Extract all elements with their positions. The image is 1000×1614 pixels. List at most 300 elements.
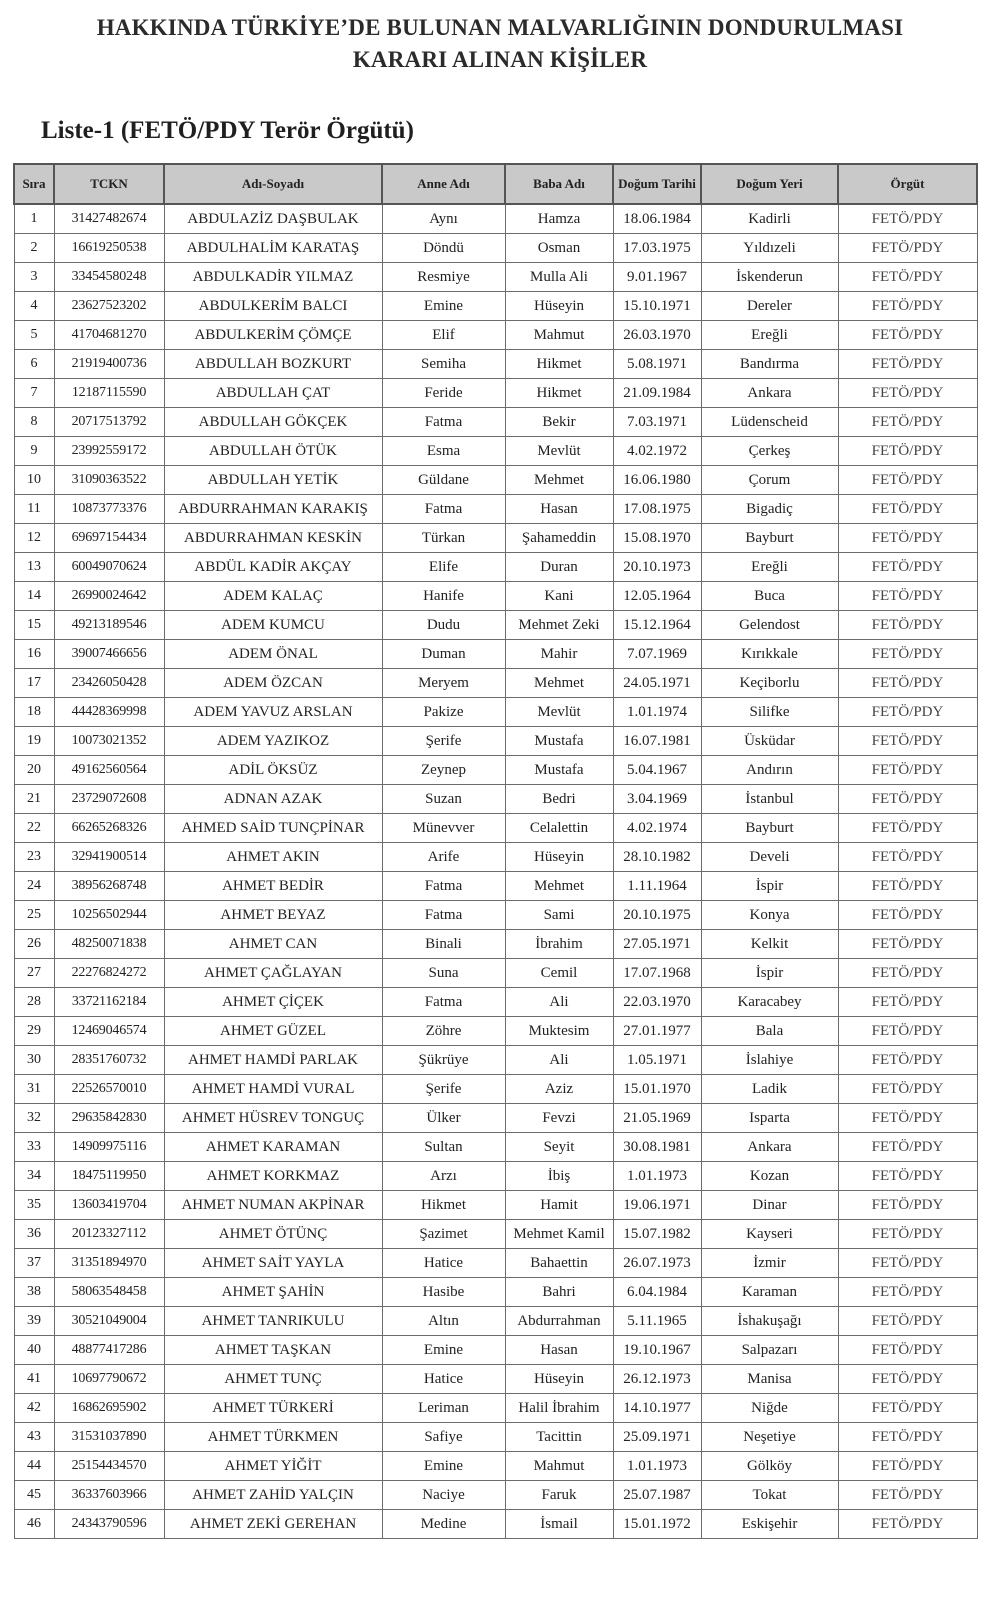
ad-soyad-cell: AHMET YİĞİT bbox=[164, 1452, 382, 1481]
sira-cell: 45 bbox=[14, 1481, 54, 1510]
anne-adi-cell: Hanife bbox=[382, 582, 505, 611]
anne-adi-cell: Şükrüye bbox=[382, 1046, 505, 1075]
baba-adi-cell: Fevzi bbox=[505, 1104, 613, 1133]
tckn-cell: 69697154434 bbox=[54, 524, 164, 553]
sira-cell: 41 bbox=[14, 1365, 54, 1394]
tckn-cell: 31090363522 bbox=[54, 466, 164, 495]
sira-cell: 32 bbox=[14, 1104, 54, 1133]
table-row bbox=[14, 437, 977, 466]
baba-adi-cell: Mehmet bbox=[505, 872, 613, 901]
baba-adi-cell: Mustafa bbox=[505, 756, 613, 785]
baba-adi-cell: Hikmet bbox=[505, 379, 613, 408]
orgut-cell: FETÖ/PDY bbox=[838, 1104, 977, 1133]
tckn-cell: 13603419704 bbox=[54, 1191, 164, 1220]
baba-adi-cell: Hasan bbox=[505, 495, 613, 524]
dogum-yeri-cell: Ankara bbox=[701, 379, 838, 408]
anne-adi-cell: Suzan bbox=[382, 785, 505, 814]
ad-soyad-cell: AHMET BEDİR bbox=[164, 872, 382, 901]
orgut-cell: FETÖ/PDY bbox=[838, 1162, 977, 1191]
ad-soyad-cell: AHMET ÇAĞLAYAN bbox=[164, 959, 382, 988]
dogum-yeri-cell: İspir bbox=[701, 959, 838, 988]
dogum-tarihi-cell: 17.07.1968 bbox=[613, 959, 701, 988]
dogum-tarihi-cell: 5.04.1967 bbox=[613, 756, 701, 785]
orgut-cell: FETÖ/PDY bbox=[838, 495, 977, 524]
tckn-cell: 23426050428 bbox=[54, 669, 164, 698]
ad-soyad-cell: AHMET ÇİÇEK bbox=[164, 988, 382, 1017]
table-row bbox=[14, 408, 977, 437]
orgut-cell: FETÖ/PDY bbox=[838, 1191, 977, 1220]
sira-cell: 34 bbox=[14, 1162, 54, 1191]
baba-adi-cell: Aziz bbox=[505, 1075, 613, 1104]
dogum-tarihi-cell: 7.07.1969 bbox=[613, 640, 701, 669]
table-row bbox=[14, 1510, 977, 1539]
ad-soyad-cell: ABDULLAH YETİK bbox=[164, 466, 382, 495]
dogum-yeri-cell: Kayseri bbox=[701, 1220, 838, 1249]
column-header-ad-soyad: Adı-Soyadı bbox=[164, 164, 382, 204]
table-row bbox=[14, 1423, 977, 1452]
baba-adi-cell: Seyit bbox=[505, 1133, 613, 1162]
dogum-yeri-cell: Develi bbox=[701, 843, 838, 872]
dogum-tarihi-cell: 1.05.1971 bbox=[613, 1046, 701, 1075]
sira-cell: 5 bbox=[14, 321, 54, 350]
ad-soyad-cell: AHMET AKIN bbox=[164, 843, 382, 872]
anne-adi-cell: Hatice bbox=[382, 1249, 505, 1278]
anne-adi-cell: Fatma bbox=[382, 901, 505, 930]
tckn-cell: 23992559172 bbox=[54, 437, 164, 466]
table-row bbox=[14, 756, 977, 785]
tckn-cell: 12187115590 bbox=[54, 379, 164, 408]
ad-soyad-cell: ABDULHALİM KARATAŞ bbox=[164, 234, 382, 263]
sira-cell: 24 bbox=[14, 872, 54, 901]
ad-soyad-cell: ADEM KUMCU bbox=[164, 611, 382, 640]
ad-soyad-cell: ABDÜL KADİR AKÇAY bbox=[164, 553, 382, 582]
ad-soyad-cell: ADEM ÖZCAN bbox=[164, 669, 382, 698]
dogum-tarihi-cell: 15.07.1982 bbox=[613, 1220, 701, 1249]
ad-soyad-cell: AHMET HÜSREV TONGUÇ bbox=[164, 1104, 382, 1133]
orgut-cell: FETÖ/PDY bbox=[838, 1394, 977, 1423]
tckn-cell: 32941900514 bbox=[54, 843, 164, 872]
sira-cell: 42 bbox=[14, 1394, 54, 1423]
sanctions-table-container bbox=[13, 163, 976, 1539]
ad-soyad-cell: AHMET HAMDİ PARLAK bbox=[164, 1046, 382, 1075]
orgut-cell: FETÖ/PDY bbox=[838, 959, 977, 988]
tckn-cell: 48877417286 bbox=[54, 1336, 164, 1365]
table-row bbox=[14, 350, 977, 379]
orgut-cell: FETÖ/PDY bbox=[838, 872, 977, 901]
dogum-tarihi-cell: 28.10.1982 bbox=[613, 843, 701, 872]
orgut-cell: FETÖ/PDY bbox=[838, 1510, 977, 1539]
dogum-yeri-cell: İspir bbox=[701, 872, 838, 901]
tckn-cell: 14909975116 bbox=[54, 1133, 164, 1162]
ad-soyad-cell: ADEM YAVUZ ARSLAN bbox=[164, 698, 382, 727]
ad-soyad-cell: ABDULLAH BOZKURT bbox=[164, 350, 382, 379]
tckn-cell: 38956268748 bbox=[54, 872, 164, 901]
anne-adi-cell: Dudu bbox=[382, 611, 505, 640]
dogum-tarihi-cell: 17.08.1975 bbox=[613, 495, 701, 524]
baba-adi-cell: Mulla Ali bbox=[505, 263, 613, 292]
anne-adi-cell: Safiye bbox=[382, 1423, 505, 1452]
sira-cell: 21 bbox=[14, 785, 54, 814]
orgut-cell: FETÖ/PDY bbox=[838, 669, 977, 698]
dogum-tarihi-cell: 1.11.1964 bbox=[613, 872, 701, 901]
sira-cell: 16 bbox=[14, 640, 54, 669]
dogum-tarihi-cell: 15.10.1971 bbox=[613, 292, 701, 321]
orgut-cell: FETÖ/PDY bbox=[838, 234, 977, 263]
baba-adi-cell: Hüseyin bbox=[505, 843, 613, 872]
anne-adi-cell: Meryem bbox=[382, 669, 505, 698]
dogum-tarihi-cell: 1.01.1973 bbox=[613, 1452, 701, 1481]
dogum-tarihi-cell: 21.09.1984 bbox=[613, 379, 701, 408]
sira-cell: 2 bbox=[14, 234, 54, 263]
tckn-cell: 23729072608 bbox=[54, 785, 164, 814]
dogum-tarihi-cell: 1.01.1974 bbox=[613, 698, 701, 727]
dogum-tarihi-cell: 16.06.1980 bbox=[613, 466, 701, 495]
orgut-cell: FETÖ/PDY bbox=[838, 582, 977, 611]
baba-adi-cell: Mehmet bbox=[505, 669, 613, 698]
table-row bbox=[14, 1191, 977, 1220]
sira-cell: 13 bbox=[14, 553, 54, 582]
tckn-cell: 22276824272 bbox=[54, 959, 164, 988]
dogum-tarihi-cell: 9.01.1967 bbox=[613, 263, 701, 292]
baba-adi-cell: Hüseyin bbox=[505, 292, 613, 321]
orgut-cell: FETÖ/PDY bbox=[838, 814, 977, 843]
ad-soyad-cell: AHMET ÖTÜNÇ bbox=[164, 1220, 382, 1249]
baba-adi-cell: Sami bbox=[505, 901, 613, 930]
orgut-cell: FETÖ/PDY bbox=[838, 1481, 977, 1510]
orgut-cell: FETÖ/PDY bbox=[838, 727, 977, 756]
ad-soyad-cell: AHMET TANRIKULU bbox=[164, 1307, 382, 1336]
ad-soyad-cell: AHMET KARAMAN bbox=[164, 1133, 382, 1162]
dogum-yeri-cell: İshakuşağı bbox=[701, 1307, 838, 1336]
table-row bbox=[14, 1365, 977, 1394]
tckn-cell: 10073021352 bbox=[54, 727, 164, 756]
anne-adi-cell: Pakize bbox=[382, 698, 505, 727]
dogum-yeri-cell: Manisa bbox=[701, 1365, 838, 1394]
baba-adi-cell: İbrahim bbox=[505, 930, 613, 959]
sira-cell: 31 bbox=[14, 1075, 54, 1104]
table-row bbox=[14, 843, 977, 872]
orgut-cell: FETÖ/PDY bbox=[838, 379, 977, 408]
anne-adi-cell: Feride bbox=[382, 379, 505, 408]
anne-adi-cell: Zeynep bbox=[382, 756, 505, 785]
tckn-cell: 31427482674 bbox=[54, 204, 164, 234]
tckn-cell: 10256502944 bbox=[54, 901, 164, 930]
dogum-yeri-cell: Ereğli bbox=[701, 321, 838, 350]
anne-adi-cell: Leriman bbox=[382, 1394, 505, 1423]
tckn-cell: 33454580248 bbox=[54, 263, 164, 292]
orgut-cell: FETÖ/PDY bbox=[838, 1220, 977, 1249]
tckn-cell: 49162560564 bbox=[54, 756, 164, 785]
anne-adi-cell: Hasibe bbox=[382, 1278, 505, 1307]
anne-adi-cell: Fatma bbox=[382, 408, 505, 437]
table-row bbox=[14, 321, 977, 350]
tckn-cell: 18475119950 bbox=[54, 1162, 164, 1191]
baba-adi-cell: Mahmut bbox=[505, 321, 613, 350]
baba-adi-cell: Faruk bbox=[505, 1481, 613, 1510]
orgut-cell: FETÖ/PDY bbox=[838, 524, 977, 553]
dogum-tarihi-cell: 26.07.1973 bbox=[613, 1249, 701, 1278]
table-row bbox=[14, 553, 977, 582]
dogum-yeri-cell: Bigadiç bbox=[701, 495, 838, 524]
dogum-yeri-cell: Yıldızeli bbox=[701, 234, 838, 263]
sira-cell: 26 bbox=[14, 930, 54, 959]
orgut-cell: FETÖ/PDY bbox=[838, 1278, 977, 1307]
baba-adi-cell: Halil İbrahim bbox=[505, 1394, 613, 1423]
dogum-yeri-cell: Ladik bbox=[701, 1075, 838, 1104]
tckn-cell: 22526570010 bbox=[54, 1075, 164, 1104]
orgut-cell: FETÖ/PDY bbox=[838, 1336, 977, 1365]
sira-cell: 20 bbox=[14, 756, 54, 785]
ad-soyad-cell: AHMET CAN bbox=[164, 930, 382, 959]
orgut-cell: FETÖ/PDY bbox=[838, 930, 977, 959]
anne-adi-cell: Elife bbox=[382, 553, 505, 582]
dogum-tarihi-cell: 15.08.1970 bbox=[613, 524, 701, 553]
ad-soyad-cell: AHMET TAŞKAN bbox=[164, 1336, 382, 1365]
tckn-cell: 26990024642 bbox=[54, 582, 164, 611]
anne-adi-cell: Binali bbox=[382, 930, 505, 959]
anne-adi-cell: Şazimet bbox=[382, 1220, 505, 1249]
dogum-tarihi-cell: 16.07.1981 bbox=[613, 727, 701, 756]
tckn-cell: 48250071838 bbox=[54, 930, 164, 959]
tckn-cell: 41704681270 bbox=[54, 321, 164, 350]
table-row bbox=[14, 466, 977, 495]
dogum-tarihi-cell: 27.01.1977 bbox=[613, 1017, 701, 1046]
dogum-tarihi-cell: 14.10.1977 bbox=[613, 1394, 701, 1423]
anne-adi-cell: Zöhre bbox=[382, 1017, 505, 1046]
ad-soyad-cell: AHMED SAİD TUNÇPİNAR bbox=[164, 814, 382, 843]
tckn-cell: 58063548458 bbox=[54, 1278, 164, 1307]
sira-cell: 11 bbox=[14, 495, 54, 524]
ad-soyad-cell: ABDULKERİM BALCI bbox=[164, 292, 382, 321]
sira-cell: 27 bbox=[14, 959, 54, 988]
table-row bbox=[14, 582, 977, 611]
tckn-cell: 24343790596 bbox=[54, 1510, 164, 1539]
dogum-tarihi-cell: 30.08.1981 bbox=[613, 1133, 701, 1162]
sira-cell: 35 bbox=[14, 1191, 54, 1220]
dogum-tarihi-cell: 15.01.1970 bbox=[613, 1075, 701, 1104]
table-row bbox=[14, 1162, 977, 1191]
anne-adi-cell: Emine bbox=[382, 292, 505, 321]
dogum-yeri-cell: Ereğli bbox=[701, 553, 838, 582]
dogum-tarihi-cell: 3.04.1969 bbox=[613, 785, 701, 814]
dogum-yeri-cell: Gölköy bbox=[701, 1452, 838, 1481]
dogum-tarihi-cell: 4.02.1972 bbox=[613, 437, 701, 466]
dogum-tarihi-cell: 20.10.1975 bbox=[613, 901, 701, 930]
column-header-baba-adi: Baba Adı bbox=[505, 164, 613, 204]
dogum-tarihi-cell: 17.03.1975 bbox=[613, 234, 701, 263]
dogum-yeri-cell: Niğde bbox=[701, 1394, 838, 1423]
sira-cell: 46 bbox=[14, 1510, 54, 1539]
anne-adi-cell: Fatma bbox=[382, 988, 505, 1017]
dogum-tarihi-cell: 15.01.1972 bbox=[613, 1510, 701, 1539]
dogum-yeri-cell: Bala bbox=[701, 1017, 838, 1046]
anne-adi-cell: Naciye bbox=[382, 1481, 505, 1510]
tckn-cell: 29635842830 bbox=[54, 1104, 164, 1133]
orgut-cell: FETÖ/PDY bbox=[838, 321, 977, 350]
table-row bbox=[14, 1104, 977, 1133]
sira-cell: 38 bbox=[14, 1278, 54, 1307]
sira-cell: 23 bbox=[14, 843, 54, 872]
orgut-cell: FETÖ/PDY bbox=[838, 553, 977, 582]
dogum-yeri-cell: Ankara bbox=[701, 1133, 838, 1162]
anne-adi-cell: Suna bbox=[382, 959, 505, 988]
ad-soyad-cell: ABDULLAH ÇAT bbox=[164, 379, 382, 408]
baba-adi-cell: Mustafa bbox=[505, 727, 613, 756]
orgut-cell: FETÖ/PDY bbox=[838, 1249, 977, 1278]
sanctions-table bbox=[13, 163, 978, 1539]
tckn-cell: 20717513792 bbox=[54, 408, 164, 437]
baba-adi-cell: Cemil bbox=[505, 959, 613, 988]
dogum-yeri-cell: Keçiborlu bbox=[701, 669, 838, 698]
tckn-cell: 36337603966 bbox=[54, 1481, 164, 1510]
sira-cell: 25 bbox=[14, 901, 54, 930]
dogum-tarihi-cell: 25.07.1987 bbox=[613, 1481, 701, 1510]
orgut-cell: FETÖ/PDY bbox=[838, 901, 977, 930]
ad-soyad-cell: ADEM ÖNAL bbox=[164, 640, 382, 669]
sira-cell: 36 bbox=[14, 1220, 54, 1249]
tckn-cell: 31531037890 bbox=[54, 1423, 164, 1452]
dogum-yeri-cell: Lüdenscheid bbox=[701, 408, 838, 437]
ad-soyad-cell: ABDURRAHMAN KARAKIŞ bbox=[164, 495, 382, 524]
table-row bbox=[14, 727, 977, 756]
orgut-cell: FETÖ/PDY bbox=[838, 292, 977, 321]
column-header-anne-adi: Anne Adı bbox=[382, 164, 505, 204]
sira-cell: 37 bbox=[14, 1249, 54, 1278]
ad-soyad-cell: AHMET TÜRKERİ bbox=[164, 1394, 382, 1423]
ad-soyad-cell: AHMET NUMAN AKPİNAR bbox=[164, 1191, 382, 1220]
ad-soyad-cell: AHMET GÜZEL bbox=[164, 1017, 382, 1046]
table-body bbox=[14, 204, 977, 1539]
ad-soyad-cell: ADNAN AZAK bbox=[164, 785, 382, 814]
dogum-yeri-cell: İskenderun bbox=[701, 263, 838, 292]
orgut-cell: FETÖ/PDY bbox=[838, 1046, 977, 1075]
tckn-cell: 66265268326 bbox=[54, 814, 164, 843]
dogum-yeri-cell: Bandırma bbox=[701, 350, 838, 379]
anne-adi-cell: Döndü bbox=[382, 234, 505, 263]
orgut-cell: FETÖ/PDY bbox=[838, 466, 977, 495]
sira-cell: 19 bbox=[14, 727, 54, 756]
dogum-tarihi-cell: 1.01.1973 bbox=[613, 1162, 701, 1191]
dogum-yeri-cell: Isparta bbox=[701, 1104, 838, 1133]
ad-soyad-cell: AHMET KORKMAZ bbox=[164, 1162, 382, 1191]
ad-soyad-cell: AHMET HAMDİ VURAL bbox=[164, 1075, 382, 1104]
sira-cell: 15 bbox=[14, 611, 54, 640]
baba-adi-cell: Celalettin bbox=[505, 814, 613, 843]
baba-adi-cell: Tacittin bbox=[505, 1423, 613, 1452]
orgut-cell: FETÖ/PDY bbox=[838, 1017, 977, 1046]
sira-cell: 39 bbox=[14, 1307, 54, 1336]
sira-cell: 7 bbox=[14, 379, 54, 408]
dogum-yeri-cell: Gelendost bbox=[701, 611, 838, 640]
table-row bbox=[14, 1452, 977, 1481]
baba-adi-cell: Ali bbox=[505, 988, 613, 1017]
anne-adi-cell: Emine bbox=[382, 1452, 505, 1481]
dogum-tarihi-cell: 22.03.1970 bbox=[613, 988, 701, 1017]
document-heading bbox=[0, 12, 1000, 76]
tckn-cell: 44428369998 bbox=[54, 698, 164, 727]
dogum-tarihi-cell: 4.02.1974 bbox=[613, 814, 701, 843]
dogum-yeri-cell: Dinar bbox=[701, 1191, 838, 1220]
baba-adi-cell: Kani bbox=[505, 582, 613, 611]
tckn-cell: 16619250538 bbox=[54, 234, 164, 263]
anne-adi-cell: Münevver bbox=[382, 814, 505, 843]
table-row bbox=[14, 930, 977, 959]
table-row bbox=[14, 785, 977, 814]
table-row bbox=[14, 669, 977, 698]
baba-adi-cell: İbiş bbox=[505, 1162, 613, 1191]
heading-line-2: KARARI ALINAN KİŞİLER bbox=[352, 47, 648, 72]
ad-soyad-cell: ADEM YAZIKOZ bbox=[164, 727, 382, 756]
orgut-cell: FETÖ/PDY bbox=[838, 843, 977, 872]
anne-adi-cell: Aynı bbox=[382, 204, 505, 234]
anne-adi-cell: Esma bbox=[382, 437, 505, 466]
dogum-yeri-cell: Neşetiye bbox=[701, 1423, 838, 1452]
baba-adi-cell: Abdurrahman bbox=[505, 1307, 613, 1336]
dogum-yeri-cell: Kırıkkale bbox=[701, 640, 838, 669]
dogum-yeri-cell: Üsküdar bbox=[701, 727, 838, 756]
table-row bbox=[14, 1336, 977, 1365]
table-row bbox=[14, 1133, 977, 1162]
ad-soyad-cell: AHMET SAİT YAYLA bbox=[164, 1249, 382, 1278]
baba-adi-cell: Bahri bbox=[505, 1278, 613, 1307]
dogum-yeri-cell: Dereler bbox=[701, 292, 838, 321]
table-row bbox=[14, 292, 977, 321]
dogum-tarihi-cell: 18.06.1984 bbox=[613, 204, 701, 234]
sira-cell: 4 bbox=[14, 292, 54, 321]
tckn-cell: 23627523202 bbox=[54, 292, 164, 321]
baba-adi-cell: Ali bbox=[505, 1046, 613, 1075]
table-row bbox=[14, 640, 977, 669]
table-row bbox=[14, 959, 977, 988]
anne-adi-cell: Duman bbox=[382, 640, 505, 669]
dogum-yeri-cell: Kelkit bbox=[701, 930, 838, 959]
table-row bbox=[14, 1481, 977, 1510]
baba-adi-cell: Osman bbox=[505, 234, 613, 263]
dogum-tarihi-cell: 20.10.1973 bbox=[613, 553, 701, 582]
dogum-yeri-cell: Karaman bbox=[701, 1278, 838, 1307]
sira-cell: 3 bbox=[14, 263, 54, 292]
list-title: Liste-1 (FETÖ/PDY Terör Örgütü) bbox=[41, 117, 414, 144]
column-header-dogum-yeri: Doğum Yeri bbox=[701, 164, 838, 204]
column-header-dogum-tarihi: Doğum Tarihi bbox=[613, 164, 701, 204]
anne-adi-cell: Türkan bbox=[382, 524, 505, 553]
baba-adi-cell: Şahameddin bbox=[505, 524, 613, 553]
table-row bbox=[14, 234, 977, 263]
baba-adi-cell: Mevlüt bbox=[505, 437, 613, 466]
anne-adi-cell: Sultan bbox=[382, 1133, 505, 1162]
ad-soyad-cell: ABDULLAH GÖKÇEK bbox=[164, 408, 382, 437]
orgut-cell: FETÖ/PDY bbox=[838, 1133, 977, 1162]
anne-adi-cell: Şerife bbox=[382, 1075, 505, 1104]
dogum-tarihi-cell: 15.12.1964 bbox=[613, 611, 701, 640]
dogum-yeri-cell: Çorum bbox=[701, 466, 838, 495]
orgut-cell: FETÖ/PDY bbox=[838, 988, 977, 1017]
anne-adi-cell: Hikmet bbox=[382, 1191, 505, 1220]
ad-soyad-cell: AHMET ŞAHİN bbox=[164, 1278, 382, 1307]
sira-cell: 14 bbox=[14, 582, 54, 611]
table-row bbox=[14, 1278, 977, 1307]
orgut-cell: FETÖ/PDY bbox=[838, 1452, 977, 1481]
sira-cell: 17 bbox=[14, 669, 54, 698]
orgut-cell: FETÖ/PDY bbox=[838, 263, 977, 292]
table-row bbox=[14, 1307, 977, 1336]
tckn-cell: 10697790672 bbox=[54, 1365, 164, 1394]
ad-soyad-cell: ABDURRAHMAN KESKİN bbox=[164, 524, 382, 553]
table-header-row bbox=[14, 164, 977, 204]
sira-cell: 9 bbox=[14, 437, 54, 466]
orgut-cell: FETÖ/PDY bbox=[838, 1307, 977, 1336]
table-row bbox=[14, 901, 977, 930]
